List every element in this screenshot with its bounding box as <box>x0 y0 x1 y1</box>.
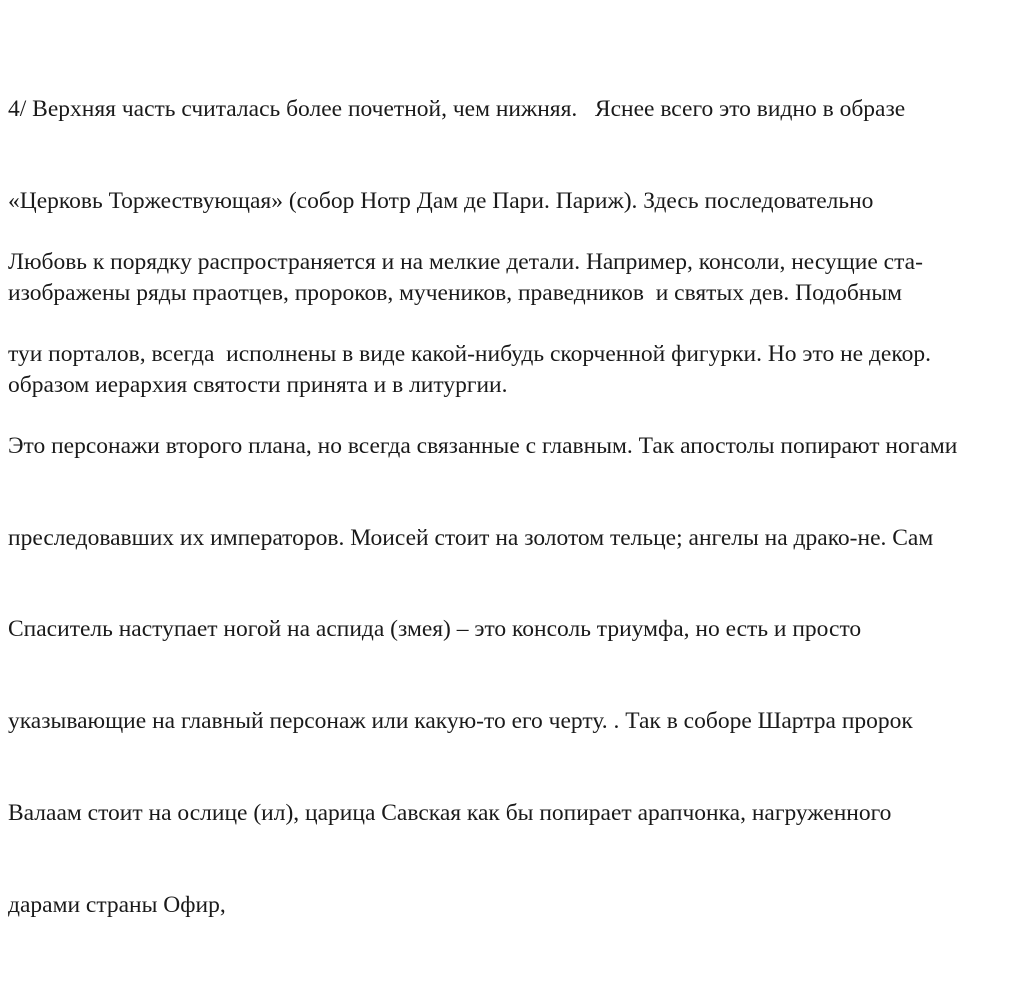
text-line: «Церковь Торжествующая» (собор Нотр Дам де Пари. Париж). Здесь последовательно <box>8 187 874 214</box>
paragraph-consoles <box>8 186 1020 981</box>
text-line: указывающие на главный персонаж или какую-то его черту. . Так в соборе Шартра пророк <box>8 708 913 735</box>
text-line: туи порталов, всегда исполнены в виде какой-нибудь скорченной фигурки. Но это не декор. <box>8 340 931 367</box>
text-line: Спаситель наступает ногой на аспида (змея) – это консоль триумфа, но есть и просто <box>8 616 862 643</box>
text-line: дарами страны Офир, <box>8 891 226 918</box>
text-line: изображены ряды праотцев, пророков, мучеников, праведников и святых дев. Подобным <box>8 279 903 306</box>
text-line: 4/ Верхняя часть считалась более почетной, чем нижняя. Яснее всего это видно в образе <box>8 96 906 123</box>
text-line: Валаам стоит на ослице (ил), царица Савская как бы попирает арапчонка, нагруженного <box>8 799 892 826</box>
text-line: преследовавших их императоров. Моисей стоит на золотом тельце; ангелы на драко-не. Сам <box>8 524 934 551</box>
text-line: образом иерархия святости принята и в литургии. <box>8 371 508 398</box>
text-line: Это персонажи второго плана, но всегда связанные с главным. Так апостолы попирают ногами <box>8 432 958 459</box>
text-line: Любовь к порядку распространяется и на мелкие детали. Например, консоли, несущие ста- <box>8 249 923 276</box>
